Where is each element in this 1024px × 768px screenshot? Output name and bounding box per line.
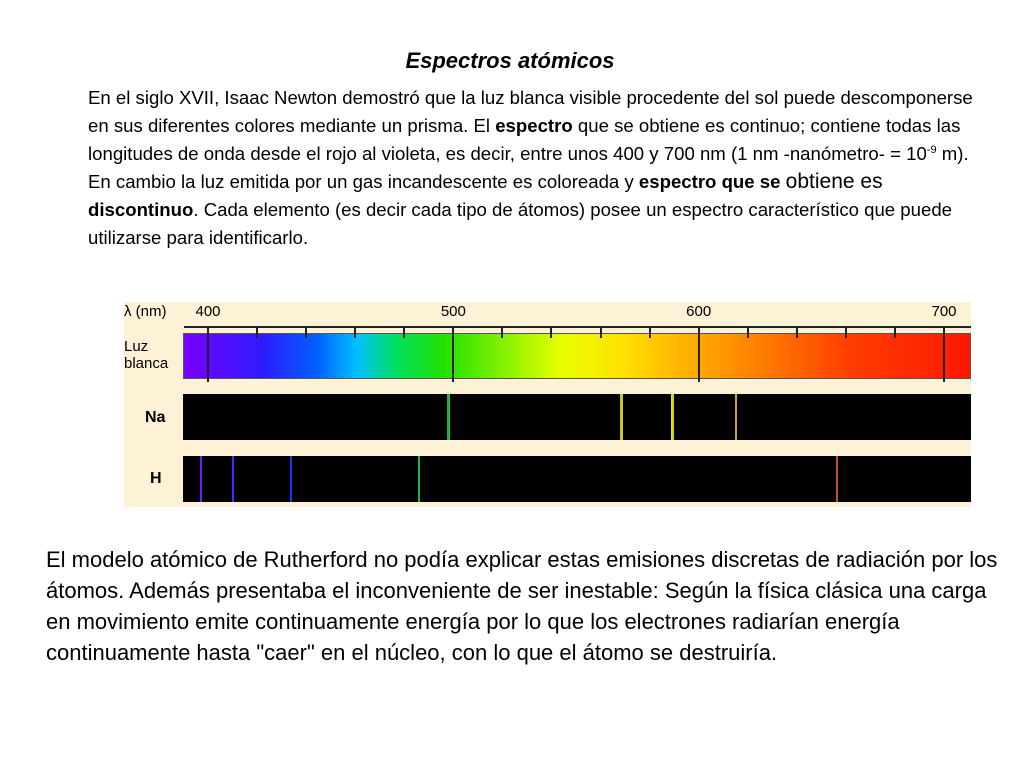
hydrogen-spectrum-band [183,456,971,502]
intro-p2-bold-2: discontinuo [88,199,194,220]
na-label: Na [145,409,166,426]
intro-p1-sup: -9 [926,143,937,156]
axis-tick [649,326,651,338]
intro-p1-bold: espectro [495,115,573,136]
intro-text [88,84,993,252]
axis-tick [698,326,700,382]
page-title: Espectros atómicos [405,48,615,73]
intro-p1-text-b: que se obtiene es continuo; contiene todas las longitudes de onda desde el rojo al violeta, es decir, entre unos 400 y 700 nm (1 nm -nanómetro- = 10 [88,115,961,164]
wavelength-axis-line [184,326,971,328]
wavelength-axis-label: λ (nm) [124,303,167,320]
white-light-label [124,338,168,372]
h-emission-line [418,456,420,502]
tick-label-600: 600 [686,303,712,320]
white-light-label-line-2: blanca [124,355,169,372]
axis-tick [600,326,602,338]
h-emission-line [836,456,838,502]
intro-p2-text-b: . Cada elemento (es decir cada tipo de átomos) posee un espectro característico que puede utilizarse para identificarlo. [88,199,953,248]
intro-p2-bold-1: espectro que se [638,171,781,192]
intro-p1-text-a: En el siglo XVII, Isaac Newton demostró que la luz blanca visible procedente del sol puede descomponerse en sus diferentes colores mediante un prisma. El [88,87,973,136]
white-light-spectrum-band [183,333,971,379]
axis-tick [256,326,258,338]
axis-tick [354,326,356,338]
intro-p2-large-text: obtiene es [785,170,883,193]
axis-tick [403,326,405,338]
intro-paragraph-2 [88,168,993,252]
axis-tick [845,326,847,338]
h-emission-line [290,456,292,502]
axis-tick [207,326,209,382]
h-emission-line [200,456,202,502]
tick-label-400: 400 [195,303,221,320]
axis-tick [305,326,307,338]
tick-label-500: 500 [440,303,466,320]
sodium-spectrum-band [183,394,971,440]
intro-p2-text-a: En cambio la luz emitida por un gas incandescente es coloreada y [88,171,639,192]
spectrum-figure [124,302,971,507]
axis-tick [894,326,896,338]
intro-p1-text-c: m). [936,143,969,164]
na-emission-line [735,394,737,440]
axis-tick [747,326,749,338]
axis-tick [796,326,798,338]
h-emission-line [232,456,234,502]
axis-tick [452,326,454,382]
na-emission-line [621,394,623,440]
axis-tick [550,326,552,338]
tick-label-700: 700 [931,303,957,320]
conclusion-text: El modelo atómico de Rutherford no podía explicar estas emisiones discretas de radiación por los átomos. Además presentaba el inconveniente de ser inestable: Según la física clásica una carga en movimiento emite continuamente energía por lo que los electrones radiarían energía continuamente hasta "caer" en el núcleo, con lo que el átomo se destruiría. [46,547,998,665]
white-light-label-line-1: Luz [124,338,149,355]
na-emission-line [447,394,449,440]
intro-paragraph-1 [88,84,993,168]
axis-tick [943,326,945,382]
h-label: H [150,470,162,487]
axis-tick [501,326,503,338]
na-emission-line [672,394,674,440]
